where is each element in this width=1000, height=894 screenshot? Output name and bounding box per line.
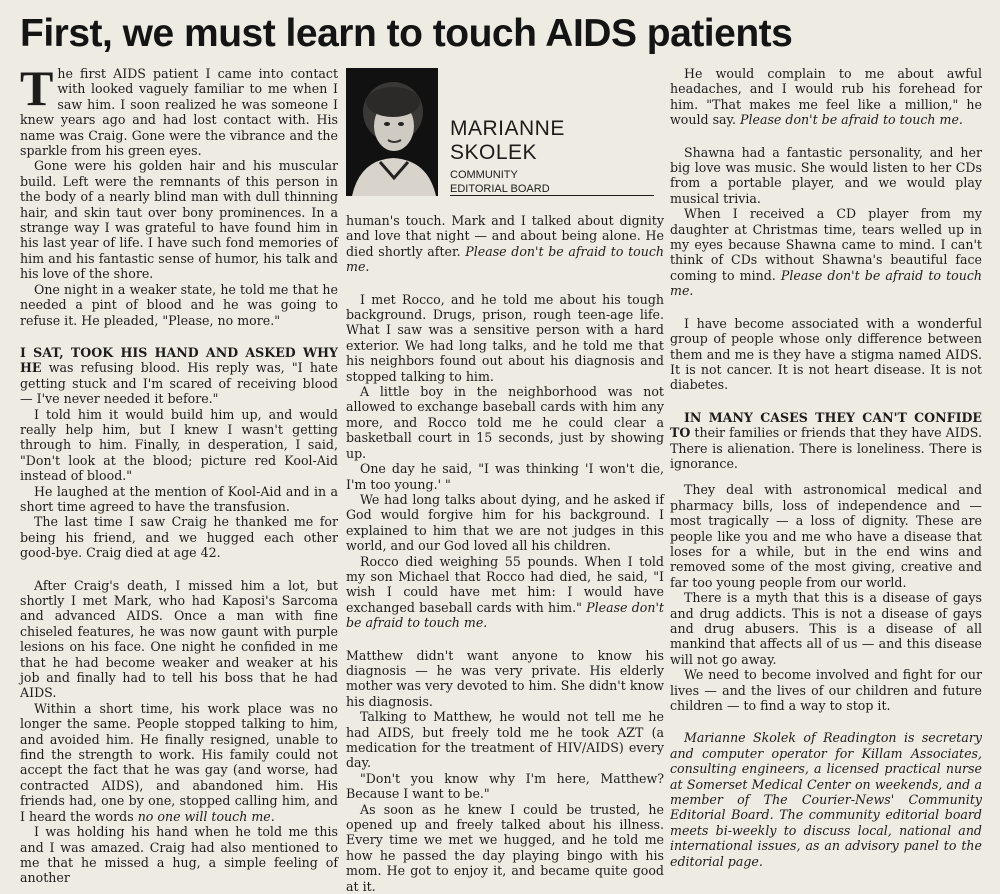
paragraph — [346, 554, 664, 631]
article-column-1 — [20, 60, 338, 886]
author-bio — [670, 730, 982, 869]
paragraph: The last time I saw Craig he thanked me for being his friend, and we hugged each other good-bye. Craig died at age 42. — [20, 514, 338, 561]
paragraph: Gone were his golden hair and his muscular build. Left were the remnants of this person in the body of a nearly blind man with dull thinning hair, and skin taut over bony prominences. In a strange way I was grateful to have found him in his last year of life. I have such fond memories of him and his fantastic sense of humor, his talk and his love of the shore. — [20, 158, 338, 282]
byline-rule — [450, 195, 654, 196]
paragraph: One night in a weaker state, he told me that he needed a pint of blood and he was going to refuse it. He pleaded, "Please, no more." — [20, 281, 338, 328]
author-role — [450, 168, 660, 196]
italic-text: Please don't be afraid to touch me. — [740, 112, 963, 128]
portrait-photo-icon — [346, 68, 438, 196]
paragraph: I met Rocco, and he told me about his tough background. Drugs, prison, rough teen-age life. What I saw was a sensitive person with a hard exterior. We had long talks, and he told me that his neighbors found out about his diagnosis and stopped talking to him. — [346, 291, 664, 384]
paragraph-text: He would complain to me about awful headaches, and I would rub his forehead for him. "That makes me feel like a million," he would say. — [670, 66, 982, 128]
paragraph: Talking to Matthew, he would not tell me he had AIDS, but freely told me he took AZT (a medication for the treatment of HIV/AIDS) every day. — [346, 709, 664, 771]
paragraph — [670, 410, 982, 472]
paragraph: I was holding his hand when he told me this and I was amazed. Craig had also mentioned to me that he missed a hug, a simple feeling of another — [20, 824, 338, 886]
paragraph — [670, 66, 982, 128]
paragraph-text: human's touch. Mark and I talked about dignity and love that night — and about being alone. He died shortly after. — [346, 213, 664, 259]
bio-text: Marianne Skolek of Readington is secretary and computer operator for Killam Associates, consulting engineers, a licensed practical nurse at Somerset Medical Center on weekends, and a member of The Courier-News' Community Editorial Board. The community editorial board meets bi-weekly to discuss local, national and international issues, as an advisory panel to the editorial page. — [670, 730, 982, 869]
paragraph — [20, 345, 338, 407]
paragraph: We need to become involved and fight for our lives — and the lives of our children and future children — to find a way to stop it. — [670, 667, 982, 714]
paragraph: They deal with astronomical medical and pharmacy bills, loss of independence and — most tragically — a loss of dignity. These are people like you and me who have a disease that loses for a while, but in the end wins and removed some of the most giving, creative and far too young people from our world. — [670, 482, 982, 590]
paragraph — [346, 213, 664, 275]
paragraph-text: he first AIDS patient I came into contact with looked vaguely familiar to me when I saw him. I soon realized he was someone I knew years ago and had lost contact with. His name was Craig. Gone were the vibrance and the sparkle from his green eyes. — [20, 66, 338, 159]
subhead: I SAT, TOOK HIS HAND AND ASKED WHY HE — [20, 344, 338, 376]
paragraph: One day he said, "I was thinking 'I won't die, I'm too young.' " — [346, 461, 664, 492]
paragraph — [20, 60, 338, 159]
paragraph-text: Rocco died weighing 55 pounds. When I told my son Michael that Rocco had died, he said, "I wish I could have met him: I would have exchanged baseball cards with him." — [346, 553, 664, 615]
paragraph — [670, 206, 982, 298]
paragraph: After Craig's death, I missed him a lot, but shortly I met Mark, who had Kaposi's Sarcoma and advanced AIDS. Once a man with fine chiseled features, he was now gaunt with purple lesions on his face. One night he confided in me that he had become weaker and weaker at his job and finally had to tell his boss that he had AIDS. — [20, 577, 338, 701]
paragraph: As soon as he knew I could be trusted, he opened up and freely talked about his illness. Every time we met we hugged, and he told me how he passed the day playing bingo with his mom. He got to enjoy it, and became quite good at it. — [346, 801, 664, 894]
drop-cap: T — [20, 60, 54, 116]
paragraph: I have become associated with a wonderful group of people whose only difference between them and me is they have a stigma named AIDS. It is not cancer. It is not heart disease. It is not diabetes. — [670, 315, 982, 393]
author-role-line2: EDITORIAL BOARD — [450, 183, 550, 195]
paragraph: Shawna had a fantastic personality, and her big love was music. She would listen to her CDs from a portable player, and we would play musical trivia. — [670, 144, 982, 206]
paragraph: We had long talks about dying, and he asked if God would forgive him for his background. I explained to him that we are not judges in this world, and our God loved all his children. — [346, 491, 664, 554]
author-name-line2: SKOLEK — [450, 141, 538, 164]
article-column-2 — [346, 213, 664, 894]
paragraph-text: When I received a CD player from my daughter at Christmas time, tears welled up in my eyes because Shawna came to mind. I can't think of CDs without Shawna's beautiful face coming to mind. — [670, 206, 982, 283]
author-name — [450, 117, 660, 165]
paragraph: He laughed at the mention of Kool-Aid and in a short time agreed to have the transfusion. — [20, 483, 338, 514]
paragraph: "Don't you know why I'm here, Matthew? Because I want to be." — [346, 770, 664, 802]
italic-text: Please don't be afraid to touch me. — [346, 599, 664, 631]
paragraph-text: Within a short time, his work place was no longer the same. People stopped talking to him, and avoided him. He finally resigned, unable to find the strength to work. His family could not accept the fact that he was gay (and worse, had contracted AIDS), and abandoned him. His friends had, one by one, stopped calling him, and I heard the words — [20, 700, 338, 824]
paragraph: I told him it would build him up, and would really help him, but I knew I wasn't getting through to him. Finally, in desperation, I said, "Don't look at the blood; picture red Kool-Aid instead of blood." — [20, 406, 338, 484]
italic-text: Please don't be afraid to touch me. — [346, 243, 664, 275]
subhead: IN MANY CASES THEY CAN'T CONFIDE TO — [670, 409, 982, 441]
author-name-line1: MARIANNE — [450, 117, 565, 140]
paragraph-text: their families or friends that they have AIDS. There is alienation. There is loneliness. There is ignorance. — [670, 425, 982, 471]
byline — [346, 68, 662, 196]
paragraph — [20, 701, 338, 824]
author-role-line1: COMMUNITY — [450, 169, 518, 181]
paragraph-text: was refusing blood. His reply was, "I hate getting stuck and I'm scared of receiving blood — I've never needed it before." — [20, 360, 338, 407]
paragraph: There is a myth that this is a disease of gays and drug addicts. This is not a disease of gays and drug abusers. This is a disease of all mankind that affects all of us — and this disease will not go away. — [670, 590, 982, 667]
italic-text: no one will touch me. — [137, 808, 275, 824]
headline: First, we must learn to touch AIDS patients — [20, 12, 793, 55]
paragraph: A little boy in the neighborhood was not allowed to exchange baseball cards with him any more, and Rocco told me he could clear a basketball court in 15 seconds, just by showing up. — [346, 384, 664, 461]
article-column-3 — [670, 66, 982, 869]
paragraph: Matthew didn't want anyone to know his diagnosis — he was very private. His elderly mother was very devoted to him. She didn't know his diagnosis. — [346, 647, 664, 709]
author-photo — [346, 68, 438, 196]
italic-text: Please don't be afraid to touch me. — [670, 267, 982, 299]
